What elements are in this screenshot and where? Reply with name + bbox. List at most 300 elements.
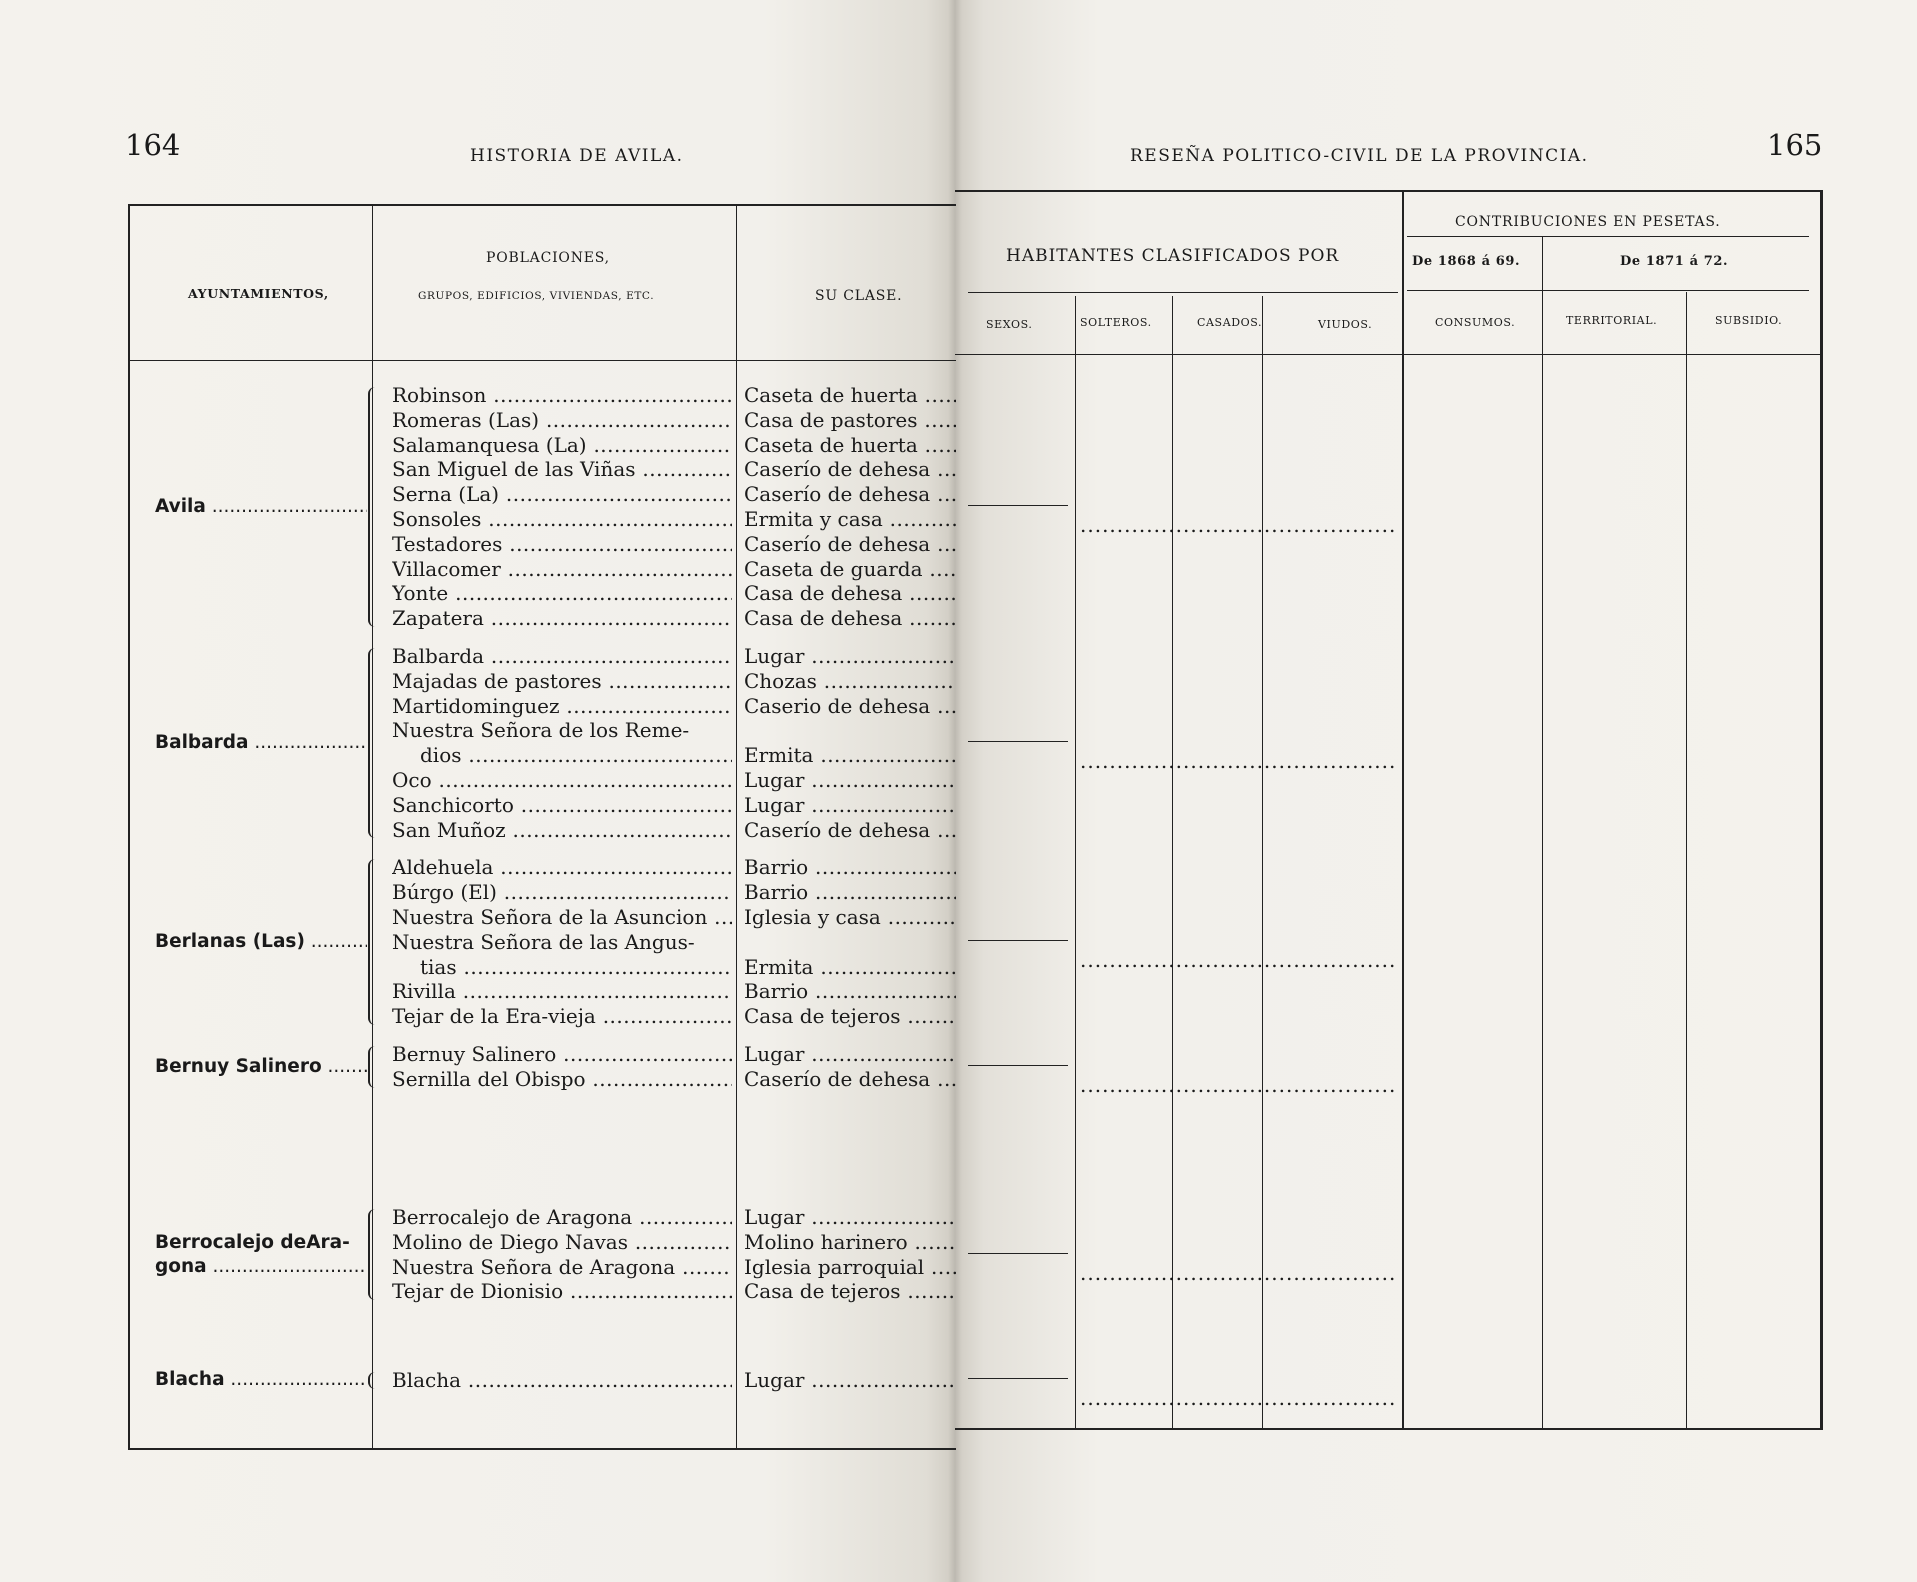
hembras-casados	[1172, 705, 1276, 729]
poblacion-text: Búrgo (El)	[392, 880, 497, 905]
period-rule	[1407, 290, 1809, 291]
varones-solteros	[1075, 1193, 1167, 1217]
total-leader	[1080, 948, 1398, 972]
poblacion-text: Molino de Diego Navas	[392, 1229, 628, 1254]
clase-text: Barrio	[744, 855, 809, 880]
leader-dots	[506, 818, 732, 842]
leader-dots	[930, 694, 956, 718]
subsidio-value	[1690, 1386, 1815, 1410]
ayuntamiento-name	[155, 495, 367, 519]
group-brace	[368, 1209, 378, 1300]
clase-text: Casa de pastores	[744, 407, 918, 432]
varones-viudos	[1262, 681, 1392, 705]
clase-text: Iglesia y casa	[744, 905, 881, 929]
clase-text: Lugar	[744, 1205, 805, 1229]
leader-dots	[481, 507, 732, 531]
hembras-solteros	[1075, 1342, 1167, 1366]
header-subsidio: SUBSIDIO.	[1715, 314, 1783, 327]
leader-dots	[918, 383, 956, 407]
varones-viudos	[1262, 1193, 1392, 1217]
total-leader	[1080, 513, 1398, 537]
poblacion-text: Sanchicorto	[392, 792, 514, 817]
total-rule	[968, 1253, 1068, 1254]
group-brace	[368, 1046, 378, 1088]
poblacion-clase	[744, 818, 956, 842]
contrib-title-rule	[1407, 236, 1809, 237]
varones-sexo	[963, 681, 1068, 705]
poblacion-clase	[744, 644, 956, 668]
leader-dots	[586, 1067, 732, 1091]
poblacion-text: tias	[420, 954, 457, 979]
varones-solteros	[1075, 880, 1167, 904]
ayuntamiento-text: Blacha	[155, 1369, 225, 1391]
leader-dots	[486, 383, 732, 407]
poblacion-clase	[744, 855, 956, 879]
clase-text: Caserío de dehesa	[744, 817, 931, 842]
group-brace	[368, 1372, 378, 1389]
subsidio-value	[1690, 1073, 1815, 1097]
hembras-viudos	[1262, 469, 1392, 493]
poblacion-clase	[744, 532, 956, 556]
left-col-divider-2	[736, 204, 737, 1450]
poblacion-text: Nuestra Señora de las Angus-	[392, 929, 695, 954]
ayuntamiento-name	[155, 1231, 367, 1255]
varones-solteros	[1075, 445, 1167, 469]
clase-text: Casa de tejeros	[744, 1279, 901, 1304]
poblacion-name	[392, 1279, 732, 1303]
poblacion-name	[392, 1067, 732, 1091]
clase-text: Lugar	[744, 1042, 805, 1066]
ayuntamiento-name	[155, 1055, 367, 1079]
total-leader	[1080, 1073, 1398, 1097]
poblacion-clase	[744, 1042, 956, 1066]
leader-dots	[902, 606, 956, 630]
leader-dots	[902, 581, 956, 605]
leader-dots	[448, 581, 732, 605]
poblacion-name	[392, 581, 732, 605]
poblacion-clase	[744, 669, 956, 693]
territorial-value	[1545, 513, 1679, 537]
varones-sexo	[963, 880, 1068, 904]
poblacion-text: Aldehuela	[392, 855, 494, 880]
hembras-viudos	[1262, 1217, 1392, 1241]
leader-dots	[501, 557, 732, 581]
consumos-value	[1405, 1073, 1535, 1097]
varones-solteros	[1075, 1318, 1167, 1342]
hembras-solteros	[1075, 469, 1167, 493]
poblacion-name	[392, 507, 732, 531]
hembras-sexo	[963, 469, 1068, 493]
poblacion-text: Villacomer	[392, 556, 501, 581]
poblacion-text: Sernilla del Obispo	[392, 1066, 586, 1091]
poblacion-name	[392, 1368, 732, 1392]
group-brace	[368, 648, 378, 838]
hembras-casados	[1172, 904, 1276, 928]
poblacion-clase	[744, 1004, 956, 1028]
poblacion-clase	[744, 457, 956, 481]
left-running-head: HISTORIA DE AVILA.	[470, 146, 684, 166]
hembras-viudos	[1262, 705, 1392, 729]
leader-dots	[563, 1279, 732, 1303]
poblacion-name	[392, 694, 732, 718]
poblacion-clase	[744, 979, 956, 1003]
poblacion-name	[392, 644, 732, 668]
poblacion-text: Blacha	[392, 1368, 462, 1392]
leader-dots	[808, 855, 956, 879]
hembras-solteros	[1075, 1029, 1167, 1053]
poblacion-name	[392, 532, 732, 556]
leader-dots	[305, 931, 367, 952]
poblacion-text: Zapatera	[392, 606, 484, 631]
leader-dots	[930, 1067, 956, 1091]
poblacion-text: Nuestra Señora de Aragona	[392, 1254, 676, 1279]
consumos-value	[1405, 749, 1535, 773]
group-brace	[368, 859, 378, 1025]
hembras-casados	[1172, 1217, 1276, 1241]
poblacion-name	[392, 930, 732, 954]
habitantes-rule	[968, 292, 1398, 293]
header-consumos: CONSUMOS.	[1435, 316, 1516, 329]
clase-text: Caserío de dehesa	[744, 1066, 931, 1091]
leader-dots	[493, 855, 732, 879]
hembras-solteros	[1075, 904, 1167, 928]
poblacion-text: Testadores	[392, 531, 503, 556]
leader-dots	[484, 606, 732, 630]
leader-dots	[556, 1042, 732, 1066]
leader-dots	[901, 1004, 956, 1028]
leader-dots	[930, 818, 956, 842]
poblacion-clase	[744, 1255, 956, 1279]
total-rule	[968, 741, 1068, 742]
varones-sexo	[963, 1318, 1068, 1342]
clase-text: Caserío de dehesa	[744, 482, 931, 507]
leader-dots	[628, 1230, 732, 1254]
leader-dots	[499, 482, 732, 506]
poblacion-text: Robinson	[392, 383, 487, 407]
hembras-sexo	[963, 1029, 1068, 1053]
clase-text: Casa de dehesa	[744, 581, 903, 606]
poblacion-name	[392, 482, 732, 506]
leader-dots	[225, 1369, 367, 1390]
leader-dots	[322, 1056, 367, 1077]
hembras-casados	[1172, 469, 1276, 493]
poblacion-clase	[744, 955, 956, 979]
leader-dots	[918, 433, 956, 457]
clase-text: Lugar	[744, 792, 805, 817]
header-poblaciones: POBLACIONES,	[486, 250, 610, 266]
clase-text: Barrio	[744, 880, 809, 905]
clase-text: Ermita	[744, 954, 814, 979]
leader-dots	[432, 768, 732, 792]
clase-text: Casa de dehesa	[744, 606, 903, 631]
poblacion-text: Tejar de Dionisio	[392, 1279, 564, 1304]
leader-dots	[901, 1279, 956, 1303]
left-header-rule	[128, 360, 956, 361]
clase-text: Molino harinero	[744, 1229, 908, 1254]
ayuntamiento-text: Avila	[155, 496, 206, 517]
poblacion-text: San Miguel de las Viñas	[392, 457, 636, 482]
territorial-value	[1545, 948, 1679, 972]
hembras-sexo	[963, 1342, 1068, 1366]
poblacion-clase	[744, 743, 956, 767]
total-sexo	[963, 948, 1073, 972]
poblacion-text: Salamanquesa (La)	[392, 432, 587, 457]
leader-dots	[497, 880, 732, 904]
poblacion-text: Serna (La)	[392, 482, 500, 507]
hembras-sexo	[963, 1217, 1068, 1241]
clase-text: Caseta de huerta	[744, 383, 918, 407]
subsidio-value	[1690, 1261, 1815, 1285]
leader-dots	[675, 1255, 732, 1279]
header-habitantes: HABITANTES CLASIFICADOS POR	[1006, 246, 1340, 266]
total-rule	[968, 1065, 1068, 1066]
leader-dots	[456, 979, 732, 1003]
poblacion-name	[392, 1042, 732, 1066]
leader-dots	[804, 768, 956, 792]
header-ayuntamientos: AYUNTAMIENTOS,	[188, 286, 329, 301]
hembras-sexo	[963, 705, 1068, 729]
col-territorial-left	[1542, 236, 1543, 1430]
varones-viudos	[1262, 880, 1392, 904]
poblacion-text: Nuestra Señora de la Asuncion	[392, 905, 708, 929]
poblacion-clase	[744, 1205, 956, 1229]
leader-dots	[596, 1004, 732, 1028]
leader-dots	[924, 1255, 956, 1279]
poblacion-text: dios	[420, 743, 462, 768]
poblacion-clase	[744, 383, 956, 407]
consumos-value	[1405, 1261, 1535, 1285]
poblacion-clase	[744, 880, 956, 904]
col-subsidio-left	[1686, 292, 1687, 1430]
hembras-viudos	[1262, 1342, 1392, 1366]
poblacion-text: Tejar de la Era-vieja	[392, 1004, 596, 1029]
total-sexo	[963, 1386, 1073, 1410]
right-page-number: 165	[1767, 128, 1823, 162]
varones-casados	[1172, 1005, 1276, 1029]
leader-dots	[587, 433, 732, 457]
clase-text: Lugar	[744, 644, 805, 668]
total-sexo	[963, 513, 1073, 537]
total-leader	[1080, 1261, 1398, 1285]
leader-dots	[461, 1368, 732, 1392]
varones-viudos	[1262, 445, 1392, 469]
clase-text: Barrio	[744, 979, 809, 1004]
ayuntamiento-name	[155, 1255, 367, 1279]
clase-text: Casa de tejeros	[744, 1004, 901, 1029]
varones-casados	[1172, 880, 1276, 904]
territorial-value	[1545, 1386, 1679, 1410]
poblacion-text: Martidominguez	[392, 693, 560, 718]
leader-dots	[804, 1368, 956, 1392]
poblacion-text: Majadas de pastores	[392, 668, 602, 693]
leader-dots	[636, 457, 732, 481]
group-brace	[368, 387, 378, 627]
subsidio-value	[1690, 513, 1815, 537]
leader-dots	[206, 496, 367, 517]
leader-dots	[918, 408, 957, 432]
poblacion-clase	[744, 1368, 956, 1392]
leader-dots	[930, 457, 956, 481]
header-contribuciones: CONTRIBUCIONES EN PESETAS.	[1455, 214, 1721, 230]
poblacion-name	[392, 793, 732, 817]
leader-dots	[560, 694, 732, 718]
poblacion-text: Rivilla	[392, 979, 456, 1004]
subsidio-value	[1690, 749, 1815, 773]
header-period-1868: De 1868 á 69.	[1412, 254, 1521, 269]
leader-dots	[930, 532, 956, 556]
poblacion-clase	[744, 768, 956, 792]
poblacion-text: Yonte	[392, 581, 449, 606]
ayuntamiento-name	[155, 930, 367, 954]
territorial-value	[1545, 1261, 1679, 1285]
poblacion-text: Sonsoles	[392, 507, 482, 531]
varones-solteros	[1075, 681, 1167, 705]
total-sexo	[963, 749, 1073, 773]
header-territorial: TERRITORIAL.	[1566, 314, 1658, 327]
poblacion-name	[392, 1205, 732, 1229]
clase-text: Caserío de dehesa	[744, 457, 931, 482]
clase-text: Caserio de dehesa	[744, 693, 931, 718]
leader-dots	[808, 880, 956, 904]
clase-text: Lugar	[744, 1368, 805, 1392]
right-running-head: RESEÑA POLITICO-CIVIL DE LA PROVINCIA.	[1130, 146, 1589, 166]
consumos-value	[1405, 948, 1535, 972]
poblacion-name	[392, 383, 732, 407]
poblacion-text: Romeras (Las)	[392, 407, 540, 432]
ayuntamiento-name	[155, 1368, 367, 1392]
poblacion-name	[392, 457, 732, 481]
header-sexos: SEXOS.	[986, 318, 1033, 331]
leader-dots	[813, 955, 956, 979]
varones-sexo	[963, 445, 1068, 469]
poblacion-clase	[744, 433, 956, 457]
leader-dots	[883, 507, 956, 531]
leader-dots	[484, 644, 732, 668]
ayuntamiento-text: gona	[155, 1255, 207, 1277]
total-rule	[968, 505, 1068, 506]
poblacion-text: Berrocalejo de Aragona	[392, 1205, 633, 1229]
header-su-clase: SU CLASE.	[815, 288, 903, 304]
varones-viudos	[1262, 1005, 1392, 1029]
poblacion-name	[392, 979, 732, 1003]
varones-sexo	[963, 1005, 1068, 1029]
poblacion-clase	[744, 408, 956, 432]
right-header-rule	[955, 354, 1823, 355]
poblacion-name	[392, 855, 732, 879]
poblacion-name	[392, 1004, 732, 1028]
poblacion-name	[392, 606, 732, 630]
leader-dots	[514, 793, 732, 817]
poblacion-name	[392, 818, 732, 842]
clase-text: Ermita y casa	[744, 507, 883, 531]
varones-viudos	[1262, 1318, 1392, 1342]
varones-casados	[1172, 1318, 1276, 1342]
poblacion-clase	[744, 1279, 956, 1303]
leader-dots	[804, 1042, 956, 1066]
clase-text: Lugar	[744, 768, 805, 792]
hembras-casados	[1172, 1342, 1276, 1366]
clase-text: Caseta de guarda	[744, 556, 923, 581]
poblacion-name	[392, 905, 732, 929]
poblacion-name	[392, 1230, 732, 1254]
right-table-frame	[955, 190, 1823, 1430]
poblacion-text: Nuestra Señora de los Reme-	[392, 718, 690, 743]
ayuntamiento-name	[155, 731, 367, 755]
leader-dots	[923, 557, 956, 581]
poblacion-name	[420, 743, 732, 767]
total-leader	[1080, 1386, 1398, 1410]
poblacion-name	[392, 1255, 732, 1279]
header-casados: CASADOS.	[1197, 316, 1263, 329]
leader-dots	[881, 905, 956, 929]
poblacion-name	[392, 408, 732, 432]
leader-dots	[804, 1205, 956, 1229]
poblacion-text: Oco	[392, 768, 432, 792]
poblacion-clase	[744, 482, 956, 506]
poblacion-name	[392, 768, 732, 792]
poblacion-clase	[744, 606, 956, 630]
territorial-value	[1545, 749, 1679, 773]
ayuntamiento-text: Bernuy Salinero	[155, 1055, 322, 1077]
poblacion-clase	[744, 581, 956, 605]
leader-dots	[602, 669, 732, 693]
hembras-casados	[1172, 1029, 1276, 1053]
hembras-solteros	[1075, 705, 1167, 729]
hembras-solteros	[1075, 1217, 1167, 1241]
poblacion-name	[392, 557, 732, 581]
leader-dots	[632, 1205, 732, 1229]
leader-dots	[707, 905, 732, 929]
hembras-viudos	[1262, 904, 1392, 928]
leader-dots	[908, 1230, 956, 1254]
poblacion-clase	[744, 507, 956, 531]
poblacion-clase	[744, 1067, 956, 1091]
poblacion-clase	[744, 905, 956, 929]
leader-dots	[539, 408, 732, 432]
col-contrib-left	[1402, 190, 1404, 1430]
leader-dots	[207, 1256, 367, 1277]
clase-text: Chozas	[744, 668, 817, 693]
total-leader	[1080, 749, 1398, 773]
territorial-value	[1545, 1073, 1679, 1097]
poblacion-name	[392, 880, 732, 904]
hembras-sexo	[963, 904, 1068, 928]
poblacion-clase	[744, 793, 956, 817]
ayuntamiento-text: Berrocalejo deAra-	[155, 1231, 350, 1253]
varones-casados	[1172, 445, 1276, 469]
poblacion-name	[392, 669, 732, 693]
header-poblaciones-sub: GRUPOS, EDIFICIOS, VIVIENDAS, ETC.	[418, 290, 655, 302]
consumos-value	[1405, 513, 1535, 537]
varones-sexo	[963, 1193, 1068, 1217]
total-rule	[968, 1378, 1068, 1379]
leader-dots	[804, 793, 956, 817]
poblacion-clase	[744, 694, 956, 718]
leader-dots	[817, 669, 956, 693]
consumos-value	[1405, 1386, 1535, 1410]
left-page-number: 164	[125, 128, 181, 162]
clase-text: Ermita	[744, 743, 814, 768]
clase-text: Caserío de dehesa	[744, 531, 931, 556]
leader-dots	[502, 532, 732, 556]
clase-text: Iglesia parroquial	[744, 1254, 925, 1279]
leader-dots	[808, 979, 956, 1003]
leader-dots	[249, 732, 367, 753]
header-solteros: SOLTEROS.	[1080, 316, 1152, 329]
leader-dots	[813, 743, 956, 767]
total-sexo	[963, 1073, 1073, 1097]
poblacion-name	[392, 433, 732, 457]
